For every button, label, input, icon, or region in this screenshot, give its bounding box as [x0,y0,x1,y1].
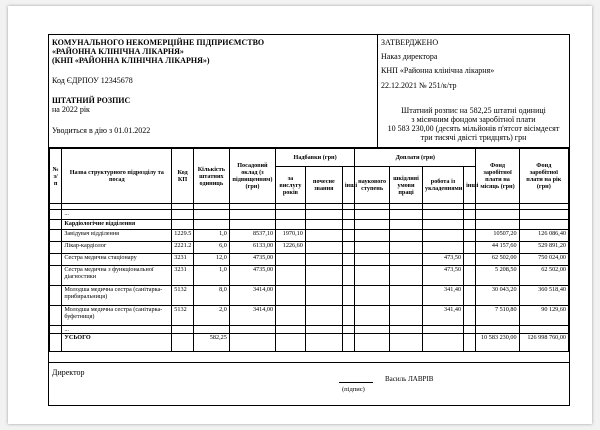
approval-order-line2: КНП «Районна клінічна лікарня» [381,66,495,75]
director-name: Василь ЛАВРІВ [385,375,434,383]
table-cell: 3414,00 [229,306,275,326]
table-cell: 1,0 [193,266,229,286]
table-cell: 7 510,80 [476,306,519,326]
table-cell [193,210,229,220]
total-label: УСЬОГО [62,334,172,352]
table-cell: Сестра медична з функціональної діагностики [62,266,172,286]
table-cell [305,220,342,230]
table-cell [355,286,390,306]
table-dots-row [50,210,569,220]
table-cell [172,220,194,230]
table-cell [390,210,423,220]
col-surcharges: Доплати (грн) [355,149,476,167]
table-cell [229,210,275,220]
table-cell [342,220,354,230]
table-cell: 473,50 [422,254,463,266]
approval-order-date: 22.12.2021 № 251/к/тр [381,81,457,90]
col-fund-year: Фонд заробітної плати на рік (грн) [519,149,568,204]
table-cell: 8,0 [193,286,229,306]
table-cell [355,220,390,230]
total-row [50,334,569,352]
table-cell [519,210,568,220]
table-cell: ... [62,210,172,220]
table-row [50,266,569,286]
table-cell [305,334,342,352]
table-cell [464,266,476,286]
table-cell [464,230,476,242]
col-staff-units: Кількість штатних одиниць [193,149,229,204]
signature-block [49,362,569,406]
table-cell: 3414,00 [229,286,275,306]
table-cell [342,210,354,220]
table-cell [172,210,194,220]
table-cell [519,220,568,230]
table-cell [464,220,476,230]
table-cell: 2,0 [193,306,229,326]
table-cell [229,326,275,334]
table-cell: 1229.5 [172,230,194,242]
table-cell [276,326,306,334]
table-cell: 90 129,60 [519,306,568,326]
summary-line1: Штатний розпис на 582,25 штатні одиниці [401,106,546,115]
org-name-line3: (КНП «РАЙОННА КЛІНІЧНА ЛІКАРНЯ») [52,56,210,65]
director-label: Директор [52,368,85,377]
table-cell: 10507,20 [476,230,519,242]
summary-line4: три тисячі двісті тридцять) грн [420,133,527,142]
approval-block [378,35,569,148]
table-cell: 6,0 [193,242,229,254]
summary-line3: 10 583 230,00 (десять мільйонів п'ятсот вісімдесят [387,124,560,133]
table-cell [342,326,354,334]
table-cell [464,334,476,352]
table-cell: ... [62,326,172,334]
table-cell [50,242,62,254]
table-cell [422,220,463,230]
table-row [50,230,569,242]
table-cell [390,334,423,352]
table-cell: 6133,00 [229,242,275,254]
table-cell: 4735,00 [229,254,275,266]
table-cell [355,254,390,266]
effective-date: Уводиться в дію з 01.01.2022 [52,126,151,135]
table-cell [464,306,476,326]
col-surcharge-other: інші [464,167,476,204]
table-cell [422,230,463,242]
table-cell [355,242,390,254]
table-cell [276,286,306,306]
table-cell [390,242,423,254]
document-title: ШТАТНИЙ РОЗПИС [52,96,131,105]
col-bonuses: Надбавки (грн) [276,149,355,167]
table-cell [305,326,342,334]
table-cell [422,210,463,220]
section-row [50,220,569,230]
col-position-name: Назва структурного підрозділу та посад [62,149,172,204]
table-cell: 30 043,20 [476,286,519,306]
table-cell [172,326,194,334]
table-header-row [50,149,569,167]
total-units: 582,25 [193,334,229,352]
col-bonus-honorary: почесне звання [305,167,342,204]
table-cell [305,266,342,286]
table-cell [50,210,62,220]
document-frame [48,34,570,406]
table-cell [355,326,390,334]
table-cell [476,326,519,334]
col-surcharge-scientific: наукового ступень [355,167,390,204]
table-cell: Молодша медична сестра (санітарка-прибиральниця) [62,286,172,306]
document-sheet [8,6,592,424]
table-cell [464,254,476,266]
table-cell [390,326,423,334]
table-cell [342,230,354,242]
table-cell: 12,0 [193,254,229,266]
table-cell [464,326,476,334]
table-cell [422,334,463,352]
table-cell [464,210,476,220]
table-cell [355,266,390,286]
table-row [50,254,569,266]
table-cell: 8537,10 [229,230,275,242]
document-year: на 2022 рік [52,105,90,114]
table-cell [355,210,390,220]
table-cell [519,326,568,334]
table-cell [305,306,342,326]
signature-line [339,382,373,383]
table-cell [193,326,229,334]
table-cell [305,210,342,220]
table-cell [390,286,423,306]
org-name-line1: КОМУНАЛЬНОГО НЕКОМЕРЦІЙНЕ ПІДПРИЄМСТВО [52,38,265,47]
col-surcharge-work: робота із укладеннями [422,167,463,204]
total-fund-month: 10 583 230,00 [476,334,519,352]
table-cell: 1,0 [193,230,229,242]
table-cell: 750 024,00 [519,254,568,266]
table-cell [50,220,62,230]
signature-caption: (підпис) [342,386,365,393]
table-cell: Лікар-кардіолог [62,242,172,254]
table-cell [390,266,423,286]
edrpou-code: Код ЄДРПОУ 12345678 [52,76,133,85]
table-cell: 62 502,00 [476,254,519,266]
table-cell: 3231 [172,254,194,266]
total-fund-year: 126 998 760,00 [519,334,568,352]
table-cell [276,306,306,326]
col-salary: Посадовий оклад (з підвищенням) (грн) [229,149,275,204]
table-cell: 1226,60 [276,242,306,254]
table-cell: 5132 [172,306,194,326]
table-cell [355,334,390,352]
table-cell [50,266,62,286]
table-cell [390,254,423,266]
approval-order-line1: Наказ директора [381,52,438,61]
table-cell [342,266,354,286]
table-cell: 360 518,40 [519,286,568,306]
table-cell: 44 157,60 [476,242,519,254]
table-cell [50,254,62,266]
table-cell: 5 208,50 [476,266,519,286]
table-cell [355,230,390,242]
table-cell [305,230,342,242]
table-row [50,286,569,306]
table-cell [305,286,342,306]
col-number: № з/п [50,149,62,204]
col-fund-month: Фонд заробітної плати на місяць (грн) [476,149,519,204]
table-cell [342,334,354,352]
col-bonus-other: інші [342,167,354,204]
col-kp-code: Код КП [172,149,194,204]
table-cell [476,210,519,220]
table-cell [276,210,306,220]
table-cell: 529 891,20 [519,242,568,254]
table-cell [355,306,390,326]
table-row [50,242,569,254]
table-cell [229,220,275,230]
organization-header [49,35,378,148]
table-cell: 3231 [172,266,194,286]
table-cell [464,242,476,254]
table-cell [476,220,519,230]
table-cell [276,220,306,230]
table-cell [305,242,342,254]
table-cell [464,286,476,306]
table-cell [50,230,62,242]
table-cell [422,326,463,334]
table-cell [390,306,423,326]
col-bonus-years: за вислугу років [276,167,306,204]
section-title: Кардіологічне відділення [62,220,172,230]
table-cell [342,242,354,254]
table-row [50,306,569,326]
table-cell [342,286,354,306]
table-cell [305,254,342,266]
table-cell: 126 086,40 [519,230,568,242]
table-cell: Сестра медична стаціонару [62,254,172,266]
org-name-line2: «РАЙОННА КЛІНІЧНА ЛІКАРНЯ» [52,47,184,56]
table-cell: 2221.2 [172,242,194,254]
table-cell [50,334,62,352]
approval-label: ЗАТВЕРДЖЕНО [381,38,439,47]
table-cell [342,306,354,326]
table-cell: Молодша медична сестра (санітарка-буфетниця) [62,306,172,326]
col-surcharge-harmful: шкідливі умови праці [390,167,423,204]
table-cell [193,220,229,230]
staffing-table [49,148,569,352]
table-cell [342,254,354,266]
table-cell: 5132 [172,286,194,306]
table-cell: 341,40 [422,306,463,326]
table-cell [390,220,423,230]
summary-line2: з місячним фондом заробітної плати [411,115,536,124]
table-cell [50,326,62,334]
table-cell: 62 502,00 [519,266,568,286]
table-cell [276,334,306,352]
table-cell: Завідувач відділення [62,230,172,242]
table-cell [50,306,62,326]
table-cell [390,230,423,242]
table-dots-row [50,326,569,334]
table-cell: 473,50 [422,266,463,286]
table-cell: 1970,10 [276,230,306,242]
table-cell: 341,40 [422,286,463,306]
table-cell: 4735,00 [229,266,275,286]
table-cell [276,266,306,286]
table-cell [422,242,463,254]
table-cell [50,286,62,306]
table-cell [172,334,194,352]
table-cell [276,254,306,266]
table-cell [229,334,275,352]
